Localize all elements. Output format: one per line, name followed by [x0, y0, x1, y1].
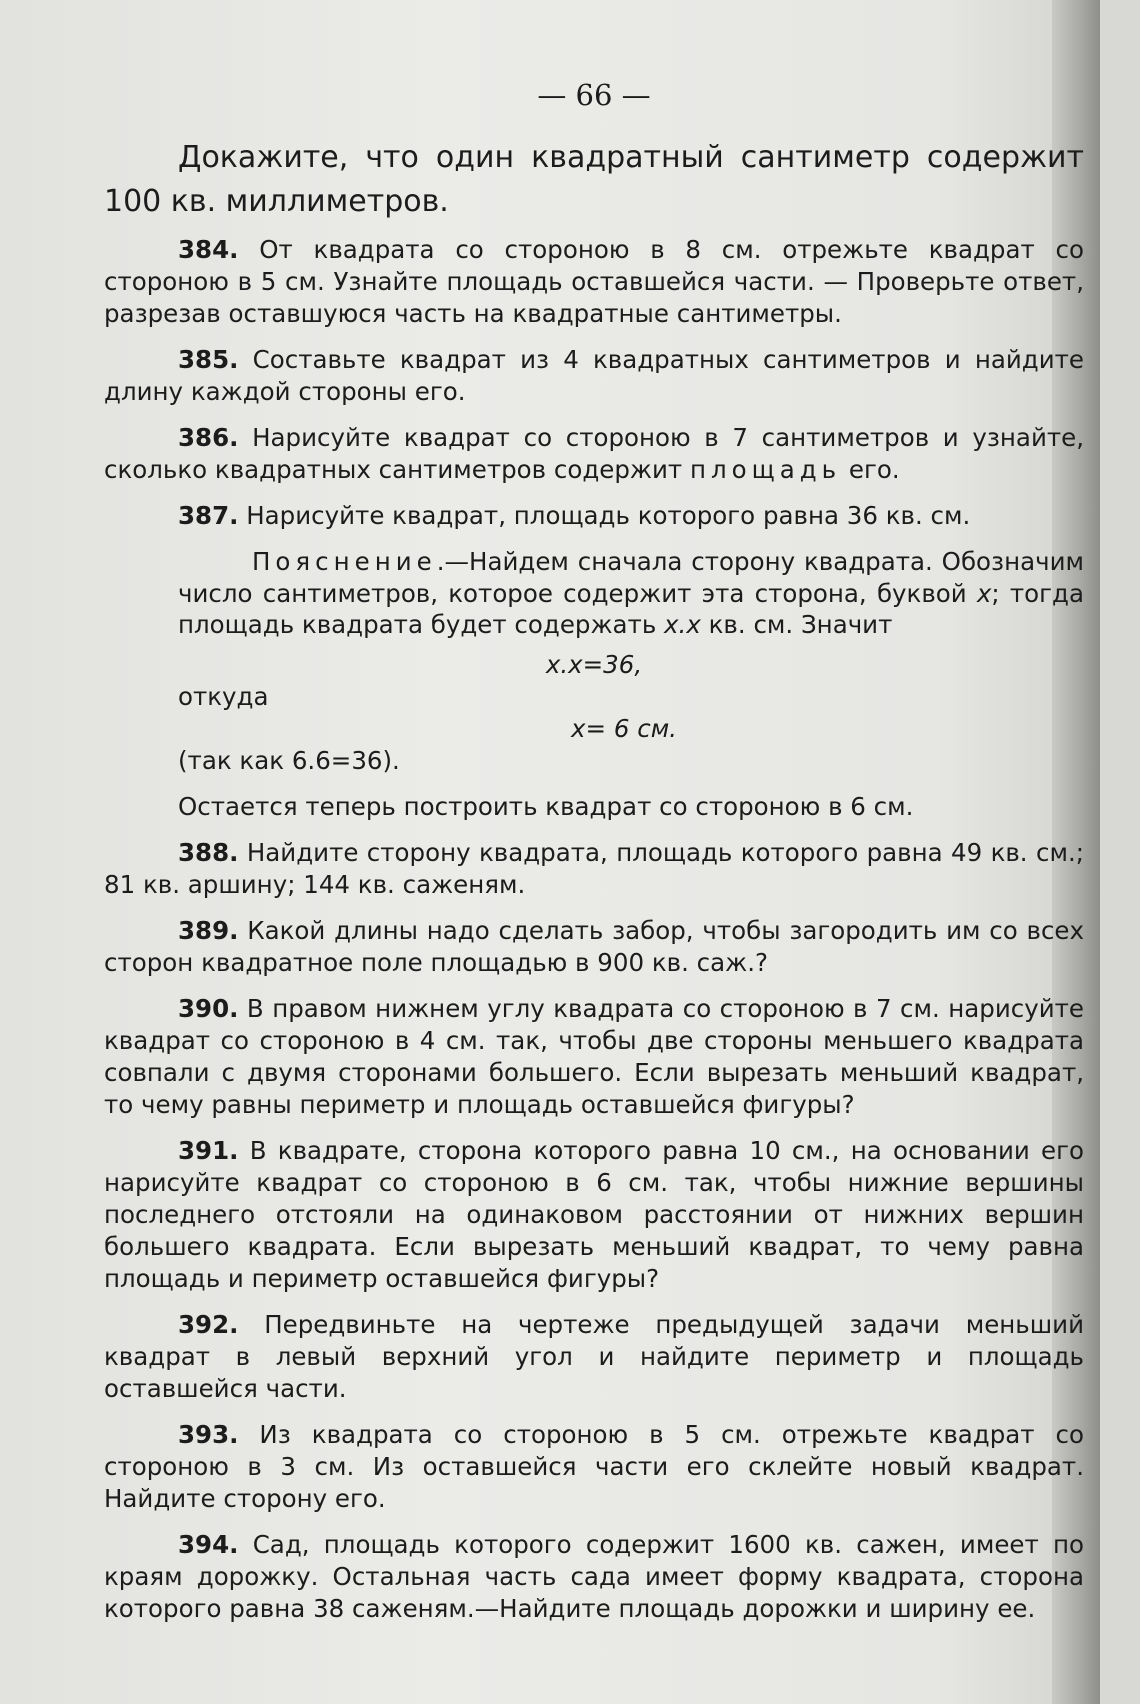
- problem-number: 389.: [178, 915, 239, 945]
- problem-number: 384.: [178, 235, 239, 264]
- problem-number: 392.: [178, 1309, 239, 1339]
- otkuda-line: откуда: [178, 681, 269, 711]
- problem-text: Какой длины надо сделать забор, чтобы загородить им со всех сторон квадратное поле площадью в 900 кв. саж.?: [104, 915, 1084, 977]
- problem-text: В правом нижнем углу квадрата со стороною в 7 см. нарисуйте квадрат со стороною в 4 см. так, чтобы две стороны меньшего квадрата совпали с двумя сторонами большего. Если вырезать меньший квадрат, то чему равны периметр и площадь оставшейся фигуры?: [104, 993, 1084, 1119]
- problem-389: [104, 915, 1084, 979]
- problem-392: [104, 1309, 1084, 1405]
- spacer: [104, 777, 1084, 791]
- problem-text: Из квадрата со стороною в 5 см. отрежьте квадрат со стороною в 3 см. Из оставшейся части его склейте новый квадрат. Найдите сторону его.: [104, 1419, 1084, 1513]
- problem-385: [104, 344, 1084, 408]
- problem-number: 387.: [178, 501, 239, 530]
- problem-text: Составьте квадрат из 4 квадратных сантиметров и найдите длину каждой стороны его.: [104, 345, 1084, 406]
- explanation-text: ; тогда площадь квадрата будет содержать: [178, 578, 1084, 639]
- problem-388: [104, 837, 1084, 901]
- problem-390: [104, 993, 1084, 1121]
- explanation-text: .—Найдем сначала сторону квадрата. Обозначим число сантиметров, которое содержит эта сторона, буквой: [178, 547, 1084, 608]
- problem-text: Передвиньте на чертеже предыдущей задачи меньший квадрат в левый верхний угол и найдите периметр и площадь оставшейся части.: [104, 1309, 1084, 1403]
- problem-text: Сад, площадь которого содержит 1600 кв. сажен, имеет по краям дорожку. Остальная часть сада имеет форму квадрата, сторона которого равна 38 саженям.—Найдите площадь дорожки и ширину ее.: [104, 1529, 1084, 1623]
- intro-statement: Докажите, что один квадратный сантиметр содержит 100 кв. миллиметров.: [104, 140, 1084, 219]
- formula-2: x= 6 см.: [571, 713, 677, 743]
- problem-number: 391.: [178, 1135, 239, 1165]
- problem-text: Найдите сторону квадрата, площадь которого равна 49 кв. см.; 81 кв. аршину; 144 кв. саженям.: [104, 837, 1084, 899]
- conclusion-line: Остается теперь построить квадрат со стороною в 6 см.: [178, 791, 914, 821]
- formula-1: x.x=36,: [545, 649, 643, 679]
- explanation-paragraph: [104, 546, 1084, 641]
- explanation-label: Пояснение: [252, 547, 437, 576]
- problem-number: 394.: [178, 1529, 239, 1559]
- explanation-text: кв. см. Значит: [700, 610, 893, 639]
- because-line: (так как 6.6=36).: [178, 745, 400, 775]
- problem-number: 385.: [178, 345, 239, 374]
- problem-387: [104, 500, 1084, 532]
- problem-text: Нарисуйте квадрат со стороною в 7 сантиметров и узнайте, сколько квадратных сантиметров содержит: [104, 423, 1084, 484]
- problem-386: [104, 422, 1084, 486]
- problem-text: От квадрата со стороною в 8 см. отрежьте квадрат со стороною в 5 см. Узнайте площадь оставшейся части. — Проверьте ответ, разрезав оставшуюся часть на квадратные сантиметры.: [104, 235, 1084, 328]
- problem-391: [104, 1135, 1084, 1295]
- problem-number: 386.: [178, 423, 239, 452]
- problem-number: 393.: [178, 1419, 239, 1449]
- problem-393: [104, 1419, 1084, 1515]
- text-column: [104, 64, 1084, 1639]
- expression: x.x: [664, 610, 701, 639]
- variable-x: x: [976, 578, 992, 608]
- emphasis-word: площадь: [689, 455, 842, 484]
- problem-384: [104, 234, 1084, 330]
- page-number: — 66 —: [537, 78, 651, 112]
- problem-text: Нарисуйте квадрат, площадь которого равна 36 кв. см.: [238, 501, 971, 530]
- problem-text: В квадрате, сторона которого равна 10 см., на основании его нарисуйте квадрат со стороною в 6 см. так, чтобы нижние вершины последнего отстояли на одинаковом расстоянии от нижних вершин большего квадрата. Если вырезать меньший квадрат, то чему равна площадь и периметр оставшейся фигуры?: [104, 1135, 1084, 1293]
- problem-394: [104, 1529, 1084, 1625]
- problem-text: его.: [841, 455, 900, 484]
- problem-number: 388.: [178, 837, 239, 867]
- problem-number: 390.: [178, 993, 239, 1023]
